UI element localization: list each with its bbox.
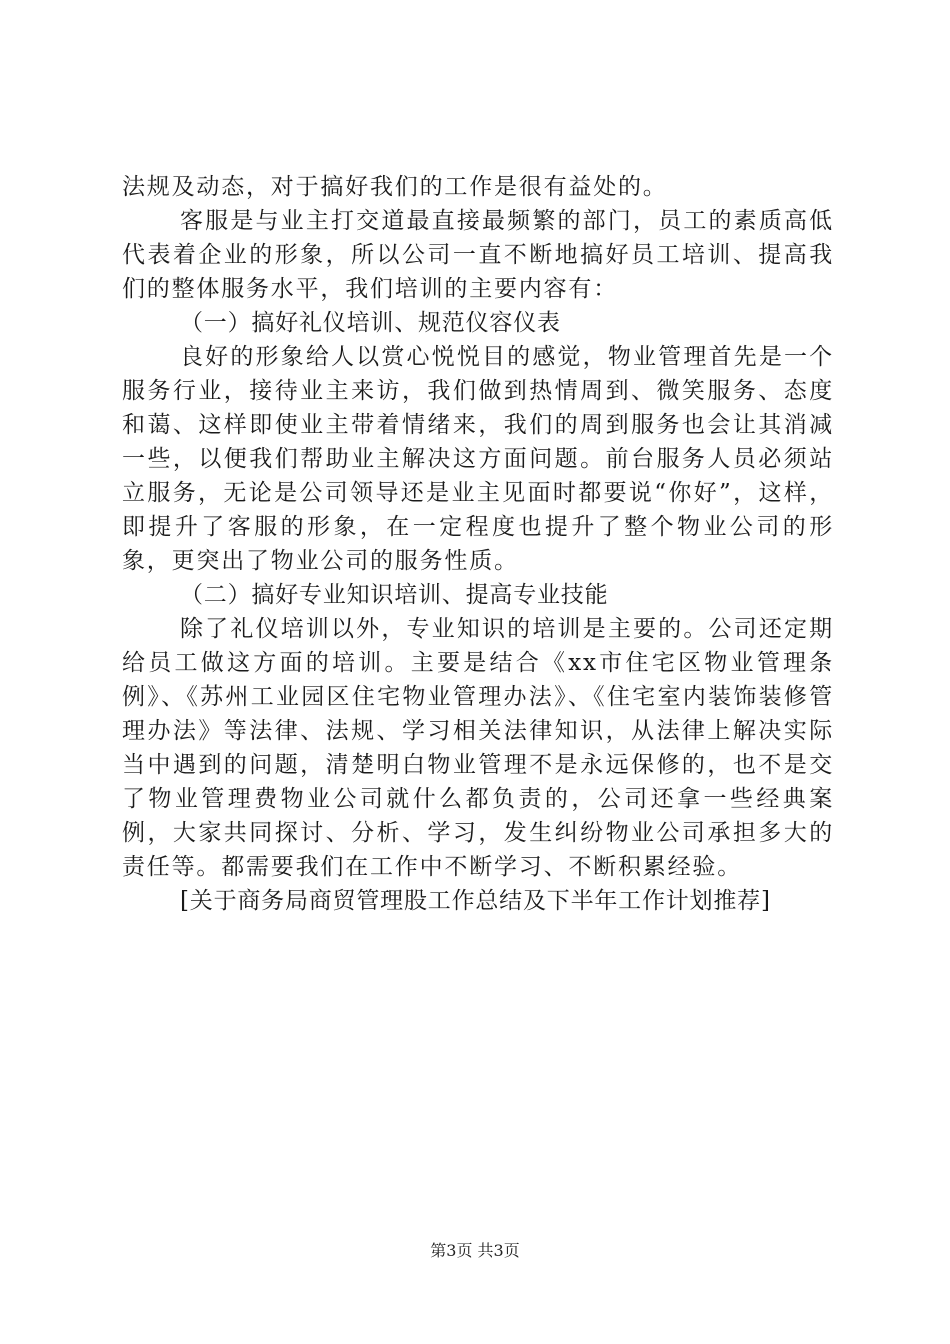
document-body bbox=[122, 170, 834, 918]
paragraph-customer-service: 客服是与业主打交道最直接最频繁的部门，员工的素质高低代表着企业的形象，所以公司一直不断地搞好员工培训、提高我们的整体服务水平，我们培训的主要内容有： bbox=[122, 208, 834, 302]
paragraph-professional-knowledge: 除了礼仪培训以外，专业知识的培训是主要的。公司还定期给员工做这方面的培训。主要是结合《xx市住宅区物业管理条例》、《苏州工业园区住宅物业管理办法》、《住宅室内装饰装修管理办法》等法律、法规、学习相关法律知识，从法律上解决实际当中遇到的问题，清楚明白物业管理不是永远保修的，也不是交了物业管理费物业公司就什么都负责的，公司还拿一些经典案例，大家共同探讨、分析、学习，发生纠纷物业公司承担多大的责任等。都需要我们在工作中不断学习、不断积累经验。 bbox=[122, 616, 834, 880]
paragraph-etiquette: 良好的形象给人以赏心悦悦目的感觉，物业管理首先是一个服务行业，接待业主来访，我们做到热情周到、微笑服务、态度和蔼、这样即使业主带着情绪来，我们的周到服务也会让其消减一些，以便我们帮助业主解决这方面问题。前台服务人员必须站立服务，无论是公司领导还是业主见面时都要说“你好”，这样，即提升了客服的形象，在一定程度也提升了整个物业公司的形象，更突出了物业公司的服务性质。 bbox=[122, 344, 834, 574]
page-number-footer: 第3页 共3页 bbox=[430, 1241, 520, 1260]
related-article-link[interactable]: [关于商务局商贸管理股工作总结及下半年工作计划推荐] bbox=[180, 888, 771, 914]
paragraph-continuation: 法规及动态，对于搞好我们的工作是很有益处的。 bbox=[122, 174, 668, 200]
section-heading-etiquette: （一）搞好礼仪培训、规范仪容仪表 bbox=[180, 310, 561, 336]
section-heading-professional-knowledge: （二）搞好专业知识培训、提高专业技能 bbox=[180, 582, 609, 608]
